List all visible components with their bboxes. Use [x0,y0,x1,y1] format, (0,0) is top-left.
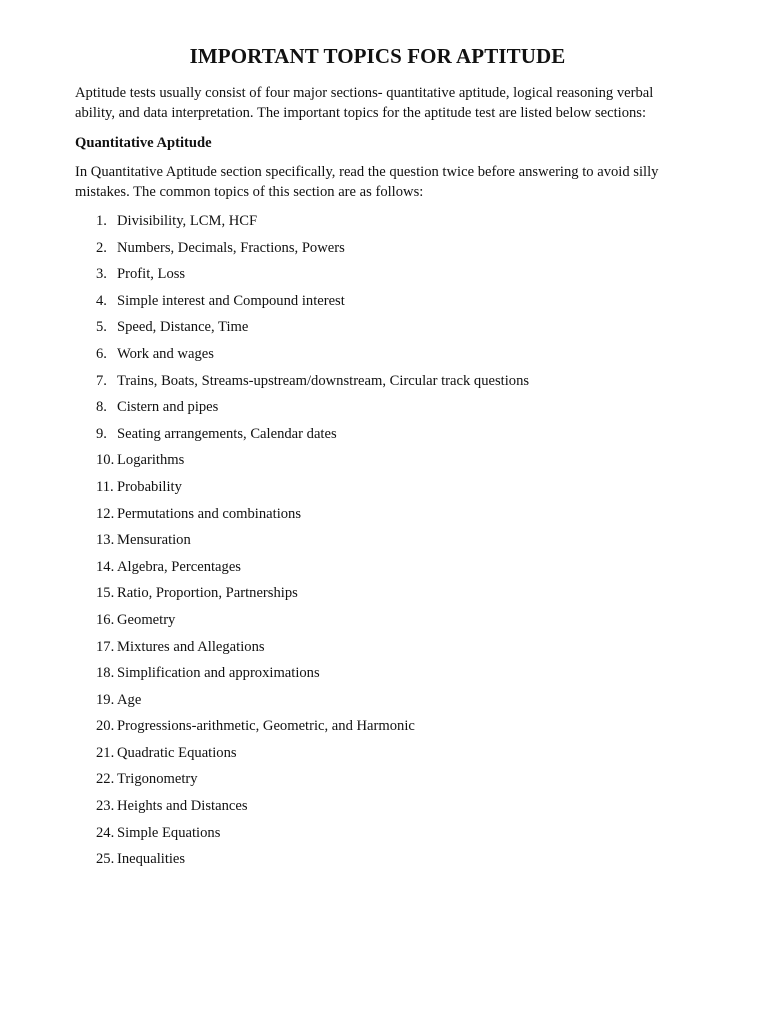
list-item [75,769,680,796]
list-item-number-label: 18. [96,665,115,682]
list-item-text: Simplification and approximations [117,665,320,682]
list-item-text: Work and wages [117,345,214,362]
list-item-number-label: 22. [96,771,115,788]
list-item-number-label: 11. [96,478,114,495]
list-item-number-label: 16. [96,611,115,628]
list-item-text: Mensuration [117,532,191,549]
list-item [75,371,680,398]
list-item-text: Simple interest and Compound interest [117,292,345,309]
list-item-number [75,557,117,584]
list-item-number [75,504,117,531]
list-item [75,796,680,823]
list-item-number-label: 1. [96,213,107,229]
list-item [75,583,680,610]
list-item-number [75,743,117,770]
list-item-text: Profit, Loss [117,266,186,283]
list-item-text: Progressions-arithmetic, Geometric, and Harmonic [117,718,415,735]
list-item-number [75,637,117,664]
list-item-number [75,530,117,557]
list-item [75,450,680,477]
intro-paragraph: Aptitude tests usually consist of four major sections- quantitative aptitude, logical reasoning verbal ability, and data interpretation. The important topics for the aptitude test are listed below sections: [75,85,654,121]
list-item-number [75,397,117,424]
list-item [75,238,680,265]
list-item-number-label: 10. [96,452,115,469]
list-item [75,823,680,850]
list-item-number [75,264,117,291]
list-item-number [75,238,117,265]
list-item-number-label: 4. [96,292,107,309]
section-heading: Quantitative Aptitude [75,135,212,151]
list-item [75,424,680,451]
list-item [75,637,680,664]
list-item-text: Mixtures and Allegations [117,638,265,655]
list-item-text: Ratio, Proportion, Partnerships [117,585,298,602]
list-item-text: Algebra, Percentages [117,558,241,575]
list-item-number-label: 21. [96,744,115,761]
list-item-text: Permutations and combinations [117,505,302,522]
list-item-number-label: 17. [96,638,115,655]
list-item-number [75,610,117,637]
list-item-text: Inequalities [117,851,186,868]
list-item [75,264,680,291]
list-item-number-label: 24. [96,824,115,841]
list-item-text: Probability [117,478,182,495]
list-item-number-label: 9. [96,425,107,442]
list-item [75,291,680,318]
list-item-number-label: 14. [96,558,115,575]
list-item-number-label: 15. [96,585,115,602]
list-item [75,849,680,876]
list-item-number-label: 2. [96,239,107,256]
section-intro-paragraph: In Quantitative Aptitude section specifically, read the question twice before answering to avoid silly mistakes. The common topics of this section are as follows: [75,164,659,200]
list-item [75,317,680,344]
list-item-number [75,769,117,796]
list-item-number [75,823,117,850]
list-item [75,663,680,690]
list-item-number [75,371,117,398]
list-item [75,716,680,743]
list-item-number-label: 19. [96,691,115,708]
list-item-text: Seating arrangements, Calendar dates [117,425,337,442]
list-item [75,743,680,770]
list-item [75,397,680,424]
list-item-number [75,663,117,690]
list-item-text: Trigonometry [117,771,198,788]
list-item [75,530,680,557]
list-item [75,344,680,371]
list-item-text: Speed, Distance, Time [117,319,249,336]
page-title: IMPORTANT TOPICS FOR APTITUDE [189,44,566,68]
list-item [75,504,680,531]
list-item-text: Heights and Distances [117,798,248,815]
list-item-text: Age [117,691,142,708]
list-item-text: Logarithms [117,452,185,469]
list-item-number-label: 12. [96,505,115,522]
list-item-number-label: 13. [96,532,115,549]
list-item-number [75,344,117,371]
list-item-number [75,796,117,823]
list-item [75,211,680,238]
list-item-number-label: 6. [96,345,107,362]
list-item-number-label: 25. [96,851,115,868]
list-item-number-label: 23. [96,798,115,815]
list-item-number-label: 7. [96,372,107,389]
list-item-number [75,583,117,610]
list-item-text: Divisibility, LCM, HCF [117,213,258,229]
list-item-text: Geometry [117,611,176,628]
list-item-number [75,317,117,344]
list-item-number [75,849,117,876]
list-item-number [75,716,117,743]
list-item-number-label: 5. [96,319,107,336]
list-item-number-label: 8. [96,399,107,416]
list-item-number-label: 3. [96,266,107,283]
list-item-number [75,291,117,318]
list-item-number [75,450,117,477]
list-item-text: Simple Equations [117,824,221,841]
list-item-number-label: 20. [96,718,115,735]
list-item [75,690,680,717]
list-item-number [75,424,117,451]
list-item-number [75,211,117,238]
list-item [75,557,680,584]
list-item-text: Cistern and pipes [117,399,219,416]
list-item [75,477,680,504]
list-item-number [75,477,117,504]
list-item-text: Quadratic Equations [117,744,237,761]
list-item [75,610,680,637]
list-item-number [75,690,117,717]
list-item-text: Numbers, Decimals, Fractions, Powers [117,239,345,256]
topic-list [75,211,680,876]
list-item-text: Trains, Boats, Streams-upstream/downstream, Circular track questions [117,372,530,389]
